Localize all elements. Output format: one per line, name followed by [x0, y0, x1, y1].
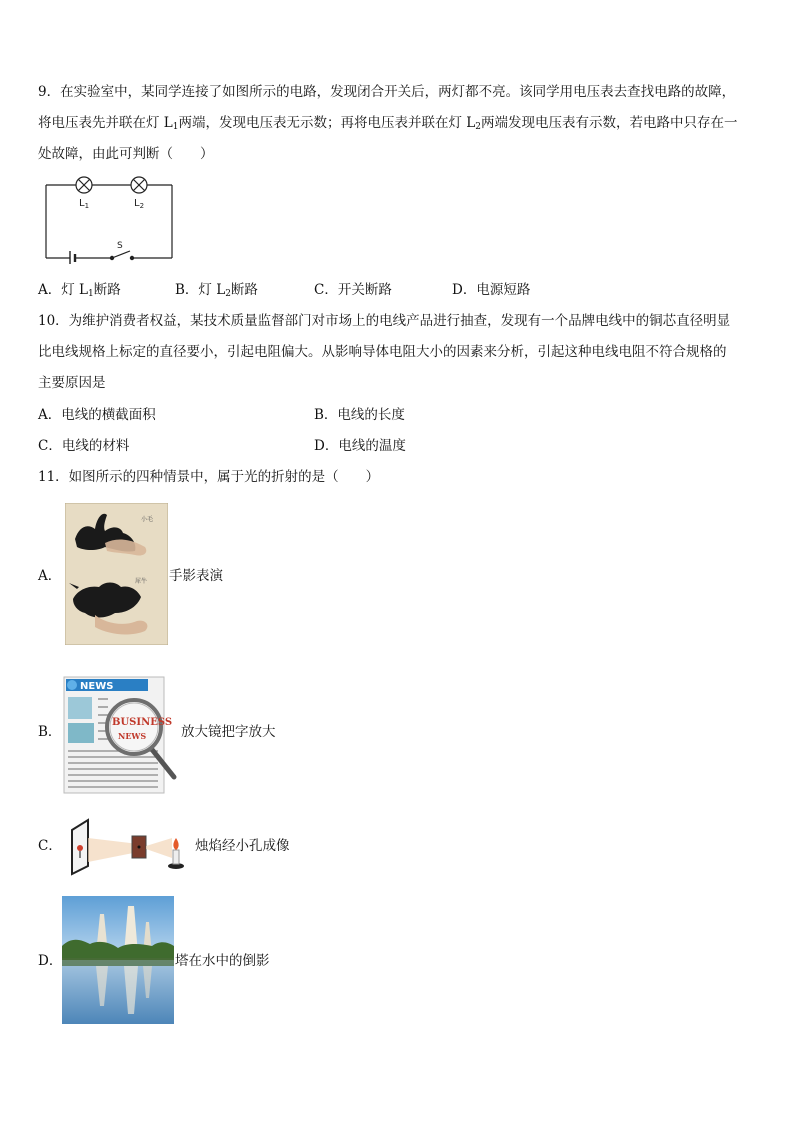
- q11-option-d-caption: 塔在水中的倒影: [175, 953, 270, 969]
- q11-option-d-label[interactable]: D．: [38, 953, 63, 969]
- q9-line-1: 9．在实验室中，某同学连接了如图所示的电路，发现闭合开关后，两灯都不亮。该同学用电压表去查找电路的故障，: [38, 84, 736, 100]
- switch-icon: [112, 251, 130, 258]
- q9-option-d[interactable]: D．电源短路: [452, 282, 531, 298]
- q9-line-2: 将电压表先并联在灯 $L_1$两端，发现电压表无示数；再将电压表并联在灯 $L_2$两端发现电压表有示数，若电路中只存在一: [38, 115, 738, 132]
- svg-text:犀牛: 犀牛: [135, 578, 148, 585]
- q11-option-a-label[interactable]: A．: [38, 568, 62, 584]
- q11-line-1: 11．如图所示的四种情景中，属于光的折射的是（ ）: [38, 469, 380, 485]
- q11-option-c-caption: 烛焰经小孔成像: [195, 838, 290, 854]
- q11-option-b-label[interactable]: B．: [38, 724, 62, 740]
- svg-text:NEWS: NEWS: [80, 681, 114, 692]
- svg-text:BUSINESS: BUSINESS: [112, 717, 173, 728]
- q9-option-c[interactable]: C．开关断路: [314, 282, 392, 298]
- magnifier-news-image: [62, 667, 180, 795]
- q10-option-b[interactable]: B．电线的长度: [314, 407, 405, 423]
- q11-option-a-caption: 手影表演: [169, 568, 223, 584]
- q9-option-a[interactable]: A．灯 $L_1$断路: [38, 282, 121, 299]
- pinhole-camera-image: [68, 818, 194, 876]
- q10-line-2: 比电线规格上标定的直径要小，引起电阻偏大。从影响导体电阻大小的因素来分析，引起这种电线电阻不符合规格的: [38, 344, 727, 360]
- q10-line-1: 10．为维护消费者权益，某技术质量监督部门对市场上的电线产品进行抽查，发现有一个品牌电线中的铜芯直径明显: [38, 313, 731, 329]
- q9-option-b[interactable]: B．灯 $L_2$断路: [175, 282, 258, 299]
- svg-text:小毛: 小毛: [141, 516, 154, 523]
- circuit-diagram: [40, 172, 180, 264]
- q10-option-d[interactable]: D．电线的温度: [314, 438, 406, 454]
- switch-label: S: [117, 241, 123, 251]
- lamp-l2-label: $L_2$: [134, 198, 145, 210]
- hand-shadow-image: [65, 503, 168, 645]
- lamp-l1-label: $L_1$: [79, 198, 90, 210]
- q11-option-b-caption: 放大镜把字放大: [181, 724, 276, 740]
- q9-line-3: 处故障，由此可判断（ ）: [38, 146, 214, 162]
- q11-option-c-label[interactable]: C．: [38, 838, 62, 854]
- q10-line-3: 主要原因是: [38, 375, 106, 391]
- q10-option-a[interactable]: A．电线的横截面积: [38, 407, 156, 423]
- q10-option-c[interactable]: C．电线的材料: [38, 438, 130, 454]
- pagoda-reflection-image: [62, 896, 174, 1024]
- svg-text:NEWS: NEWS: [118, 731, 147, 741]
